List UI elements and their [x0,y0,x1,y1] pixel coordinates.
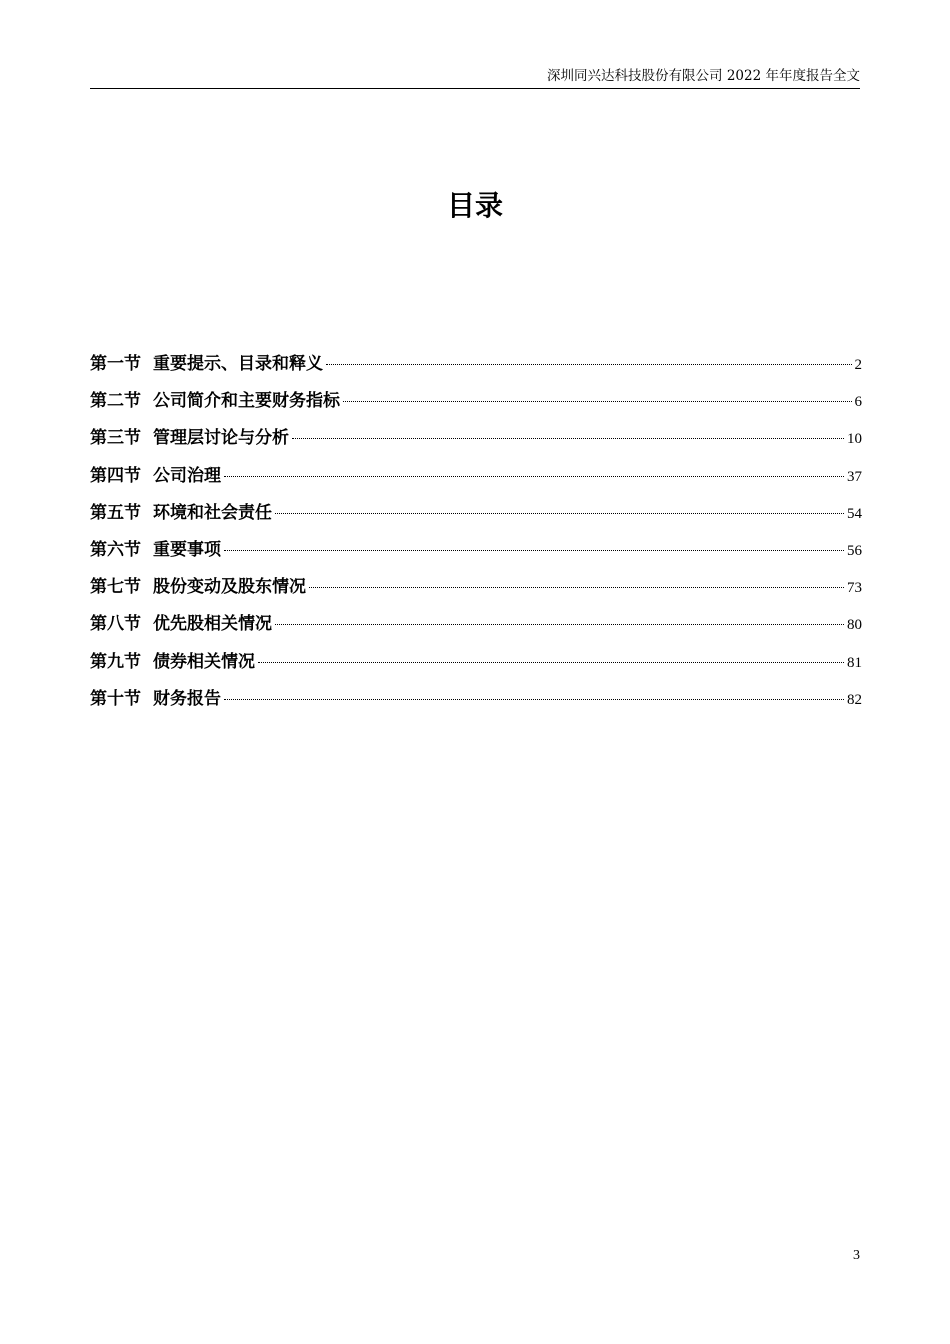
toc-page-number: 6 [854,394,862,411]
toc-page-number: 56 [847,542,862,559]
toc-entry[interactable] [90,458,862,495]
toc-section-title: 管理层讨论与分析 [153,428,289,449]
toc-entry[interactable] [90,644,862,681]
toc-section-number: 第三节 [90,428,141,449]
toc-page-number: 73 [847,580,862,597]
toc-dot-leader [275,624,844,625]
toc-section-number: 第十节 [90,688,141,709]
toc-entry[interactable] [90,383,862,420]
toc-page-number: 82 [847,691,862,708]
toc-section-number: 第五节 [90,502,141,523]
toc-page-number: 81 [847,654,862,671]
toc-dot-leader [258,662,844,663]
page-title: 目录 [446,189,503,222]
toc-section-number: 第九节 [90,651,141,672]
toc-section-number: 第二节 [90,391,141,412]
toc-page-number: 10 [847,431,862,448]
page-header [90,64,860,89]
toc-dot-leader [343,401,852,402]
toc-section-number: 第四节 [90,465,141,486]
toc-section-title: 环境和社会责任 [153,502,272,523]
toc-dot-leader [292,438,844,439]
toc-section-title: 重要事项 [153,539,221,560]
toc-entry[interactable] [90,681,862,718]
toc-section-number: 第七节 [90,577,141,598]
toc-entry[interactable] [90,532,862,569]
toc-entry[interactable] [90,606,862,643]
toc-entry[interactable] [90,569,862,606]
table-of-contents [90,346,862,718]
toc-dot-leader [326,364,852,365]
toc-section-title: 股份变动及股东情况 [153,577,306,598]
toc-section-title: 优先股相关情况 [153,614,272,635]
toc-page-number: 2 [854,357,862,373]
toc-entry[interactable] [90,346,862,383]
toc-dot-leader [224,699,844,700]
toc-entry[interactable] [90,420,862,457]
toc-dot-leader [275,513,844,514]
toc-entry[interactable] [90,495,862,532]
toc-section-title: 财务报告 [153,688,221,709]
page-footer-number: 3 [853,1248,860,1263]
toc-section-number: 第八节 [90,614,141,635]
toc-section-number: 第一节 [90,354,141,374]
toc-dot-leader [309,587,844,588]
toc-section-number: 第六节 [90,539,141,560]
toc-page-number: 54 [847,505,862,522]
toc-page-number: 37 [847,468,862,485]
toc-page-number: 80 [847,617,862,634]
header-text: 深圳同兴达科技股份有限公司 2022 年年度报告全文 [547,68,860,84]
toc-section-title: 公司简介和主要财务指标 [153,391,340,412]
toc-dot-leader [224,476,844,477]
toc-section-title: 债券相关情况 [153,651,255,672]
toc-section-title: 公司治理 [153,465,221,486]
toc-section-title: 重要提示、目录和释义 [153,354,323,374]
toc-dot-leader [224,550,844,551]
